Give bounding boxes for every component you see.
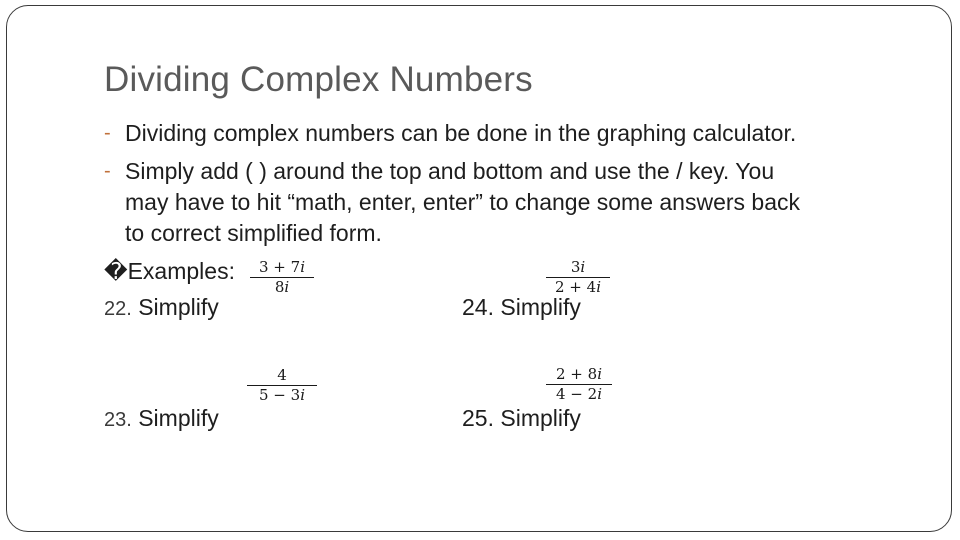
problem-number: 23. xyxy=(104,409,132,431)
problem-25 xyxy=(462,405,581,432)
fraction-numerator: 3 + 7i xyxy=(258,258,305,276)
fraction-24 xyxy=(546,260,610,295)
fraction-25 xyxy=(546,367,612,402)
fraction-denominator: 2 + 4i xyxy=(554,278,601,297)
problem-22 xyxy=(104,294,219,321)
fraction-23 xyxy=(247,368,317,403)
fraction-denominator: 5 − 3i xyxy=(258,386,305,405)
problem-label: Simplify xyxy=(138,294,219,320)
bullet-2-line-2: may have to hit “math, enter, enter” to change some answers back xyxy=(125,189,801,215)
fraction-numerator: 3i xyxy=(570,258,586,276)
slide-title: Dividing Complex Numbers xyxy=(104,60,533,99)
bullet-2-line-1: Simply add ( ) around the top and bottom and use the / key. You xyxy=(125,158,775,184)
problem-label: Simplify xyxy=(500,294,581,320)
bullet-2-line-3: to correct simplified form. xyxy=(125,220,382,246)
problem-label: Simplify xyxy=(138,405,219,431)
problem-23 xyxy=(104,405,219,432)
bullet-1-line-1: Dividing complex numbers can be done in the graphing calculator. xyxy=(125,120,797,146)
examples-label xyxy=(104,256,235,287)
examples-text: �Examples: xyxy=(104,258,235,284)
fraction-denominator: 4 − 2i xyxy=(555,385,602,404)
problem-number: 25. xyxy=(462,405,494,431)
fraction-numerator: 4 xyxy=(277,366,287,384)
fraction-numerator: 2 + 8i xyxy=(555,365,602,383)
problem-number: 22. xyxy=(104,298,132,320)
fraction-22 xyxy=(250,260,314,295)
problem-label: Simplify xyxy=(500,405,581,431)
bullet-marker: - xyxy=(104,122,111,144)
problem-number: 24. xyxy=(462,294,494,320)
bullet-marker: - xyxy=(104,160,111,182)
problem-24 xyxy=(462,294,581,321)
fraction-denominator: 8i xyxy=(274,278,290,297)
